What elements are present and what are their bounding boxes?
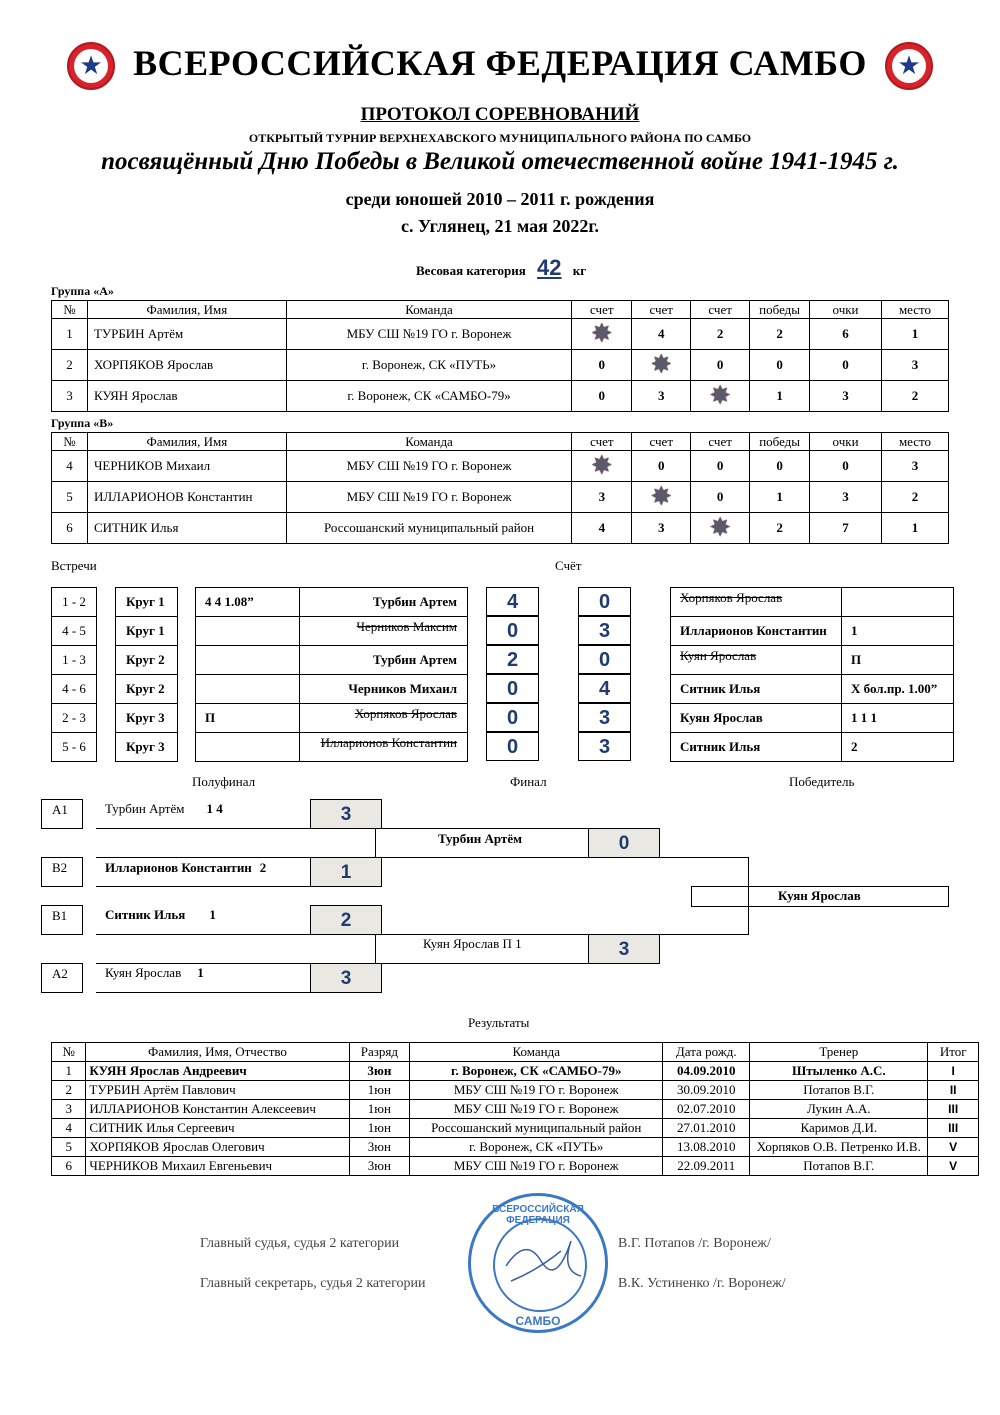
table-row	[52, 1138, 979, 1157]
col-place: место	[881, 301, 948, 319]
winner-name: Куян Ярослав	[778, 888, 861, 903]
cell-dob: 13.08.2010	[663, 1138, 750, 1157]
table-row	[52, 513, 949, 544]
col-name: Фамилия, Имя	[87, 301, 286, 319]
meeting-pair: 4 - 5	[51, 616, 97, 646]
meeting-score-right: 3	[578, 732, 631, 761]
age-group: среди юношей 2010 – 2011 г. рождения	[345, 189, 655, 209]
cell-team: МБУ СШ №19 ГО г. Воронеж	[286, 319, 572, 350]
order-medal-icon: ✸	[590, 450, 613, 480]
meeting-note: П	[195, 703, 300, 733]
cell-coach: Лукин А.А.	[750, 1100, 928, 1119]
final-top-name: Турбин Артём	[438, 831, 522, 846]
order-medal-icon: ✸	[709, 512, 732, 542]
table-header-row	[52, 301, 949, 319]
table-row	[52, 1081, 979, 1100]
dedication: посвящённый Дню Победы в Великой отечественной войне 1941-1945 г.	[101, 148, 899, 175]
weight-label: Весовая категория	[416, 263, 526, 278]
cell-dob: 30.09.2010	[663, 1081, 750, 1100]
competitor-name: Ситник Илья	[105, 907, 186, 922]
col-score-2: счет	[632, 301, 691, 319]
cell-full-name: ИЛЛАРИОНОВ Константин Алексеевич	[86, 1100, 349, 1119]
table-row	[52, 1062, 979, 1081]
cell-team: МБУ СШ №19 ГО г. Воронеж	[286, 451, 572, 482]
stamp-text-bottom: САМБО	[515, 1314, 561, 1328]
cell-rank: 3юн	[349, 1157, 410, 1176]
cell-name: ХОРПЯКОВ Ярослав	[87, 350, 286, 381]
col-points: очки	[810, 433, 882, 451]
col-team: Команда	[410, 1043, 663, 1062]
results-table	[51, 1042, 979, 1176]
table-row	[52, 1119, 979, 1138]
final-label: Финал	[510, 774, 547, 789]
final-top-score: 0	[588, 828, 660, 858]
meeting-right-competitor: Илларионов Константин	[670, 616, 842, 646]
weight-value: 42	[537, 255, 562, 280]
meeting-left-competitor: Черников Михаил	[299, 674, 468, 704]
meeting-left-competitor: Турбин Артем	[299, 645, 468, 675]
group-b-title: Группа «В»	[51, 416, 114, 430]
cell-number: 1	[52, 1062, 86, 1081]
stamp-text-top: ВСЕРОССИЙСКАЯ ФЕДЕРАЦИЯ	[492, 1204, 584, 1226]
cell-rank: 1юн	[349, 1119, 410, 1138]
signature-scribble-icon	[471, 1196, 605, 1330]
cell-name: СИТНИК Илья	[87, 513, 286, 544]
bout-note: 1	[197, 965, 204, 980]
meeting-round: Круг 2	[115, 645, 178, 675]
cell-team: г. Воронеж, СК «ПУТЬ»	[286, 350, 572, 381]
cell-points: 0	[842, 458, 849, 473]
meeting-right-competitor: Ситник Илья	[670, 674, 842, 704]
col-score-1: счет	[572, 433, 632, 451]
cell-score: 3	[657, 388, 665, 403]
meeting-note	[195, 645, 300, 675]
cell-name: ИЛЛАРИОНОВ Константин	[87, 482, 286, 513]
cell-score: 0	[598, 388, 606, 403]
meeting-score-left: 0	[486, 616, 539, 645]
table-row	[52, 482, 949, 513]
medal-cell	[572, 319, 632, 350]
col-result: Итог	[928, 1043, 979, 1062]
cell-points: 6	[842, 326, 849, 341]
meeting-right-competitor: Хорпяков Ярослав	[670, 587, 842, 617]
col-team: Команда	[286, 301, 572, 319]
cell-rank: 1юн	[349, 1081, 410, 1100]
col-score-3: счет	[691, 433, 750, 451]
bout-note: 2	[259, 860, 267, 875]
cell-score: 0	[598, 357, 606, 372]
cell-rank: 3юн	[349, 1138, 410, 1157]
cell-number: 4	[52, 1119, 86, 1138]
secretary-name: В.К. Устиненко /г. Воронеж/	[618, 1276, 786, 1291]
medal-cell	[632, 350, 691, 381]
cell-coach: Штыленко А.С.	[750, 1062, 928, 1081]
weight-category	[416, 255, 586, 281]
results-label: Результаты	[468, 1015, 530, 1030]
cell-points: 3	[842, 489, 849, 504]
cell-result: III	[928, 1119, 979, 1138]
competitor-name: Турбин Артём	[105, 801, 185, 816]
cell-dob: 02.07.2010	[663, 1100, 750, 1119]
cell-score: 0	[716, 458, 724, 473]
meeting-right-note: П	[841, 645, 954, 675]
semifinal-b2-score: 1	[310, 857, 382, 887]
cell-dob: 27.01.2010	[663, 1119, 750, 1138]
meetings-label: Встречи	[51, 558, 97, 573]
cell-score: 0	[658, 458, 665, 473]
semifinal-b1-name	[105, 907, 216, 923]
cell-dob: 22.09.2011	[663, 1157, 750, 1176]
table-row	[52, 381, 949, 412]
bout-note: 1 4	[206, 801, 223, 816]
meeting-right-note: Х бол.пр. 1.00”	[841, 674, 954, 704]
col-score-2: счет	[632, 433, 691, 451]
col-wins: победы	[750, 433, 810, 451]
group-a-table	[51, 300, 949, 412]
cell-place: 2	[911, 388, 919, 403]
cell-coach: Потапов В.Г.	[750, 1157, 928, 1176]
table-row	[52, 451, 949, 482]
meeting-right-note	[841, 587, 954, 617]
meeting-score-left: 0	[486, 674, 539, 703]
cell-result: III	[928, 1100, 979, 1119]
table-row	[52, 1157, 979, 1176]
cell-team: Россошанский муниципальный район	[286, 513, 572, 544]
col-number: №	[52, 301, 88, 319]
cell-result: V	[928, 1157, 979, 1176]
meeting-round: Круг 1	[115, 616, 178, 646]
table-header-row	[52, 1043, 979, 1062]
cell-full-name: ЧЕРНИКОВ Михаил Евгеньевич	[86, 1157, 349, 1176]
seed-a1: A1	[41, 799, 83, 829]
meeting-score-right: 0	[578, 645, 631, 674]
cell-result: I	[928, 1062, 979, 1081]
cell-team: г. Воронеж, СК «САМБО-79»	[286, 381, 572, 412]
seed-a2: A2	[41, 963, 83, 993]
bracket-line-bottom	[375, 905, 749, 935]
cell-score: 3	[658, 520, 665, 535]
federation-title: ВСЕРОССИЙСКАЯ ФЕДЕРАЦИЯ САМБО	[133, 43, 867, 83]
order-medal-icon: ✸	[650, 481, 673, 511]
cell-team: МБУ СШ №19 ГО г. Воронеж	[286, 482, 572, 513]
cell-number: 1	[52, 319, 88, 350]
meeting-round: Круг 3	[115, 732, 178, 762]
meeting-pair: 1 - 2	[51, 587, 97, 617]
cell-place: 3	[911, 458, 919, 473]
cell-dob: 04.09.2010	[663, 1062, 750, 1081]
cell-score: 0	[716, 357, 724, 372]
meeting-pair: 4 - 6	[51, 674, 97, 704]
table-row	[52, 1100, 979, 1119]
cell-wins: 2	[776, 520, 783, 535]
meeting-score-left: 4	[486, 587, 539, 616]
judge-name: В.Г. Потапов /г. Воронеж/	[618, 1236, 771, 1251]
cell-number: 5	[52, 482, 88, 513]
tournament-title: ОТКРЫТЫЙ ТУРНИР ВЕРХНЕХАВСКОГО МУНИЦИПАЛЬНОГО РАЙОНА ПО САМБО	[248, 131, 752, 145]
final-bottom-name: Куян Ярослав П 1	[423, 936, 522, 951]
cell-name: ТУРБИН Артём	[87, 319, 286, 350]
meeting-round: Круг 3	[115, 703, 178, 733]
meeting-right-competitor: Куян Ярослав	[670, 703, 842, 733]
cell-place: 1	[911, 520, 919, 535]
table-header-row	[52, 433, 949, 451]
col-score-1: счет	[572, 301, 632, 319]
col-coach: Тренер	[750, 1043, 928, 1062]
meeting-note	[195, 732, 300, 762]
medal-cell	[691, 513, 750, 544]
semifinal-label: Полуфинал	[192, 774, 256, 789]
cell-full-name: ТУРБИН Артём Павлович	[86, 1081, 349, 1100]
col-points: очки	[810, 301, 882, 319]
weight-unit: кг	[572, 263, 587, 278]
meeting-note: 4 4 1.08”	[195, 587, 300, 617]
cell-score: 2	[716, 326, 724, 341]
meeting-left-competitor: Илларионов Константин	[299, 732, 468, 762]
cell-result: II	[928, 1081, 979, 1100]
cell-full-name: СИТНИК Илья Сергеевич	[86, 1119, 349, 1138]
col-rank: Разряд	[349, 1043, 410, 1062]
cell-score: 3	[598, 489, 606, 504]
cell-team: МБУ СШ №19 ГО г. Воронеж	[410, 1157, 663, 1176]
cell-number: 2	[52, 350, 88, 381]
cell-wins: 1	[776, 388, 783, 403]
meeting-score-left: 0	[486, 732, 539, 761]
meeting-note	[195, 616, 300, 646]
meeting-right-note: 1 1 1	[841, 703, 954, 733]
cell-number: 6	[52, 1157, 86, 1176]
cell-number: 6	[52, 513, 88, 544]
medal-cell	[572, 451, 632, 482]
cell-points: 3	[842, 388, 849, 403]
meeting-score-right: 4	[578, 674, 631, 703]
col-full-name: Фамилия, Имя, Отчество	[86, 1043, 349, 1062]
meeting-score-left: 0	[486, 703, 539, 732]
cell-full-name: КУЯН Ярослав Андреевич	[86, 1062, 349, 1081]
cell-wins: 0	[776, 458, 783, 473]
meeting-right-competitor: Куян Ярослав	[670, 645, 842, 675]
cell-points: 7	[842, 520, 849, 535]
table-row	[52, 319, 949, 350]
cell-team: Россошанский муниципальный район	[410, 1119, 663, 1138]
col-score-3: счет	[691, 301, 750, 319]
cell-wins: 1	[776, 489, 783, 504]
meeting-pair: 1 - 3	[51, 645, 97, 675]
semifinal-a2-score: 3	[310, 963, 382, 993]
table-row	[52, 350, 949, 381]
meeting-left-competitor: Турбин Артем	[299, 587, 468, 617]
meeting-score-right: 0	[578, 587, 631, 616]
cell-coach: Каримов Д.И.	[750, 1119, 928, 1138]
meeting-left-competitor: Хорпяков Ярослав	[299, 703, 468, 733]
cell-rank: 1юн	[349, 1100, 410, 1119]
cell-team: МБУ СШ №19 ГО г. Воронеж	[410, 1081, 663, 1100]
cell-full-name: ХОРПЯКОВ Ярослав Олегович	[86, 1138, 349, 1157]
semifinal-a1-name	[105, 801, 223, 817]
col-number: №	[52, 433, 88, 451]
order-medal-icon: ✸	[709, 380, 732, 410]
star-icon: ★	[897, 51, 921, 80]
cell-place: 3	[911, 357, 919, 372]
cell-coach: Хорпяков О.В. Петренко И.В.	[750, 1138, 928, 1157]
federation-stamp	[468, 1193, 608, 1333]
cell-number: 3	[52, 381, 88, 412]
cell-place: 2	[911, 489, 919, 504]
meeting-right-note: 2	[841, 732, 954, 762]
cell-place: 1	[911, 326, 919, 341]
cell-team: г. Воронеж, СК «САМБО-79»	[410, 1062, 663, 1081]
order-medal-icon: ✸	[650, 349, 673, 379]
col-dob: Дата рожд.	[663, 1043, 750, 1062]
col-name: Фамилия, Имя	[87, 433, 286, 451]
semifinal-b2-name	[105, 860, 266, 876]
semifinal-b1-score: 2	[310, 905, 382, 935]
meeting-note	[195, 674, 300, 704]
meeting-pair: 5 - 6	[51, 732, 97, 762]
cell-team: МБУ СШ №19 ГО г. Воронеж	[410, 1100, 663, 1119]
winner-label: Победитель	[789, 774, 855, 789]
meeting-round: Круг 2	[115, 674, 178, 704]
seed-b2: B2	[41, 857, 83, 887]
meeting-round: Круг 1	[115, 587, 178, 617]
competitor-name: Куян Ярослав	[105, 965, 182, 980]
cell-number: 4	[52, 451, 88, 482]
cell-name: КУЯН Ярослав	[87, 381, 286, 412]
cell-score: 4	[598, 520, 606, 535]
cell-number: 3	[52, 1100, 86, 1119]
star-icon: ★	[79, 51, 103, 80]
group-a-title: Группа «А»	[51, 284, 114, 298]
meeting-score-right: 3	[578, 703, 631, 732]
semifinal-a1-score: 3	[310, 799, 382, 829]
meeting-left-competitor: Черников Максим	[299, 616, 468, 646]
cell-wins: 0	[776, 357, 783, 372]
secretary-label: Главный секретарь, судья 2 категории	[200, 1276, 426, 1291]
cell-number: 2	[52, 1081, 86, 1100]
medal-cell	[632, 482, 691, 513]
meeting-right-note: 1	[841, 616, 954, 646]
bout-note: 1	[209, 907, 216, 922]
cell-wins: 2	[776, 326, 783, 341]
competitor-name: Илларионов Константин	[105, 860, 252, 875]
semifinal-a2-name	[105, 965, 204, 981]
cell-number: 5	[52, 1138, 86, 1157]
col-place: место	[882, 433, 949, 451]
cell-score: 4	[657, 326, 665, 341]
group-b-table	[51, 432, 949, 544]
final-bottom-score: 3	[588, 934, 660, 964]
meeting-pair: 2 - 3	[51, 703, 97, 733]
cell-result: V	[928, 1138, 979, 1157]
order-medal-icon: ✸	[590, 318, 613, 348]
col-number: №	[52, 1043, 86, 1062]
cell-points: 0	[842, 357, 849, 372]
cell-score: 0	[716, 489, 724, 504]
cell-coach: Потапов В.Г.	[750, 1081, 928, 1100]
judge-label: Главный судья, судья 2 категории	[200, 1236, 400, 1251]
meeting-score-right: 3	[578, 616, 631, 645]
medal-cell	[691, 381, 750, 412]
col-wins: победы	[750, 301, 810, 319]
meeting-right-competitor: Ситник Илья	[670, 732, 842, 762]
meeting-score-left: 2	[486, 645, 539, 674]
cell-name: ЧЕРНИКОВ Михаил	[87, 451, 286, 482]
score-label: Счёт	[555, 558, 582, 573]
seed-b1: B1	[41, 905, 83, 935]
cell-team: г. Воронеж, СК «ПУТЬ»	[410, 1138, 663, 1157]
col-team: Команда	[286, 433, 572, 451]
cell-rank: 3юн	[349, 1062, 410, 1081]
venue-date: с. Углянец, 21 мая 2022г.	[400, 216, 600, 236]
protocol-title: ПРОТОКОЛ СОРЕВНОВАНИЙ	[360, 104, 640, 125]
